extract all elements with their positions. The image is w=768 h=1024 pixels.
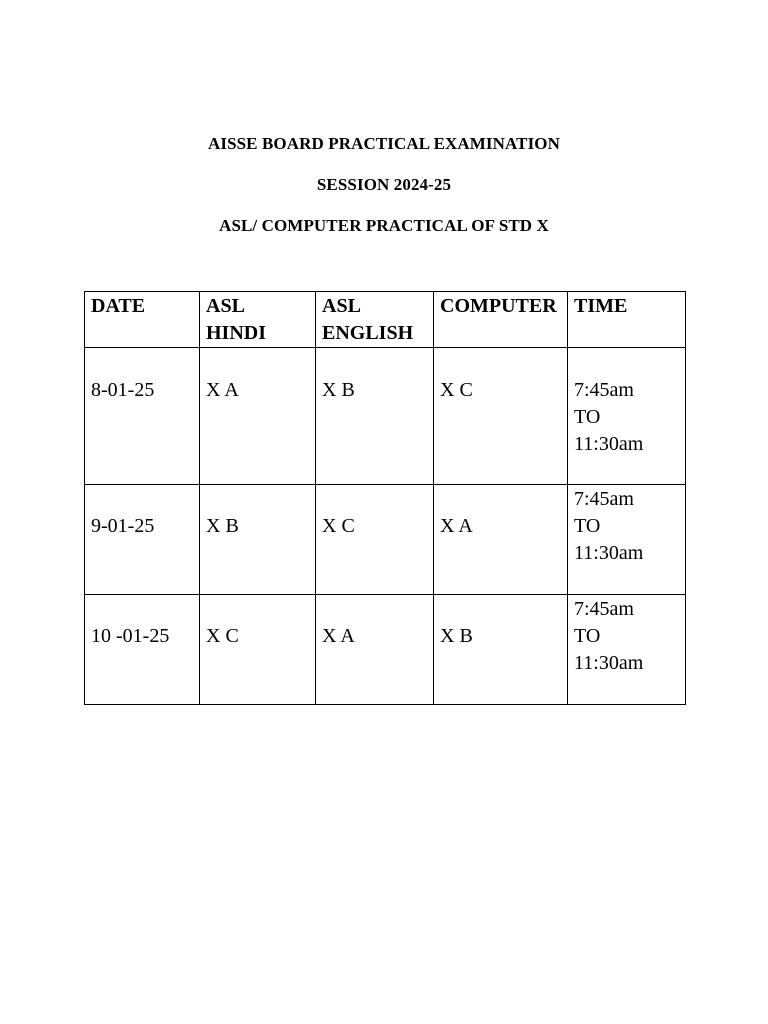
time-value: 7:45am TO 11:30am	[574, 379, 644, 455]
asl-english-cell	[316, 348, 434, 485]
table-row	[85, 485, 686, 595]
asl-hindi-cell	[200, 595, 316, 705]
date-value: 10 -01-25	[91, 625, 170, 647]
document-title: AISSE BOARD PRACTICAL EXAMINATION	[207, 134, 560, 153]
table-header-row	[85, 292, 686, 348]
asl-hindi-value: X C	[206, 625, 239, 647]
computer-cell	[434, 485, 568, 595]
computer-cell	[434, 595, 568, 705]
computer-value: X B	[440, 625, 473, 647]
date-cell	[85, 485, 200, 595]
practical-schedule-table	[84, 291, 686, 705]
time-cell	[568, 485, 686, 595]
asl-hindi-cell	[200, 485, 316, 595]
date-value: 8-01-25	[91, 379, 155, 401]
session-label: SESSION 2024-25	[316, 175, 452, 194]
computer-value: X A	[440, 515, 473, 537]
date-cell	[85, 595, 200, 705]
time-value: 7:45am TO 11:30am	[574, 598, 644, 674]
asl-hindi-value: X A	[206, 379, 239, 401]
header-asl-english: ASL ENGLISH	[316, 292, 434, 348]
asl-english-cell	[316, 595, 434, 705]
asl-english-value: X C	[322, 515, 355, 537]
date-value: 9-01-25	[91, 515, 155, 537]
time-cell	[568, 348, 686, 485]
header-computer: COMPUTER	[434, 292, 568, 348]
time-cell	[568, 595, 686, 705]
date-cell	[85, 348, 200, 485]
header-date: DATE	[85, 292, 200, 348]
asl-english-cell	[316, 485, 434, 595]
asl-english-value: X A	[322, 625, 355, 647]
asl-hindi-cell	[200, 348, 316, 485]
table-row	[85, 348, 686, 485]
asl-hindi-value: X B	[206, 515, 239, 537]
asl-english-value: X B	[322, 379, 355, 401]
document-subtitle: ASL/ COMPUTER PRACTICAL OF STD X	[219, 216, 549, 235]
computer-cell	[434, 348, 568, 485]
time-value: 7:45am TO 11:30am	[574, 488, 644, 564]
header-asl-hindi: ASL HINDI	[200, 292, 316, 348]
header-time: TIME	[568, 292, 686, 348]
computer-value: X C	[440, 379, 473, 401]
table-row	[85, 595, 686, 705]
